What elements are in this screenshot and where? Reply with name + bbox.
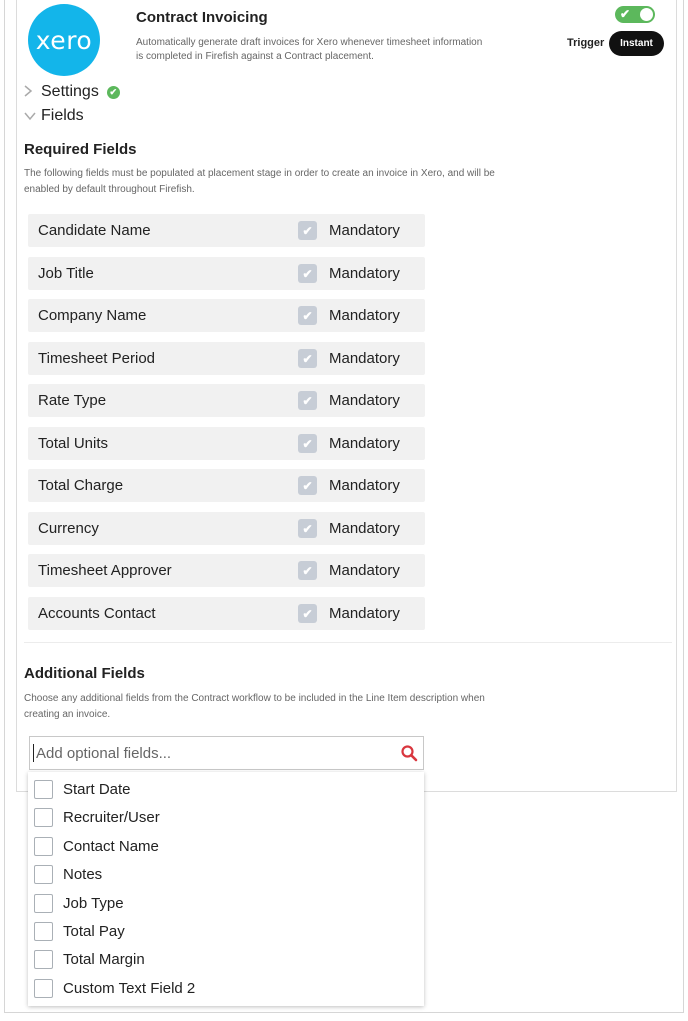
required-field-row: [28, 342, 425, 375]
mandatory-checkbox: ✔: [298, 264, 317, 283]
mandatory-label: Mandatory: [329, 520, 400, 537]
required-field-name: Timesheet Approver: [38, 562, 172, 579]
required-fields-title: Required Fields: [24, 141, 137, 158]
mandatory-label: Mandatory: [329, 350, 400, 367]
required-field-name: Rate Type: [38, 392, 107, 409]
required-field-row: [28, 299, 425, 332]
required-field-row: [28, 384, 425, 417]
option-checkbox[interactable]: [34, 894, 53, 913]
mandatory-label: Mandatory: [329, 307, 400, 324]
optional-field-option[interactable]: [28, 945, 424, 973]
required-field-row: [28, 554, 425, 587]
section-divider: [24, 642, 672, 643]
mandatory-checkbox: ✔: [298, 476, 317, 495]
required-field-name: Accounts Contact: [38, 605, 156, 622]
optional-field-option[interactable]: [28, 917, 424, 945]
option-label: Custom Text Field 2: [63, 979, 196, 997]
required-field-row: [28, 597, 425, 630]
option-label: Total Pay: [63, 922, 125, 940]
optional-field-option[interactable]: [28, 974, 424, 1002]
optional-field-option[interactable]: [28, 860, 424, 888]
mandatory-checkbox: ✔: [298, 519, 317, 538]
option-checkbox[interactable]: [34, 837, 53, 856]
option-checkbox[interactable]: [34, 780, 53, 799]
mandatory-checkbox: ✔: [298, 349, 317, 368]
required-field-name: Total Charge: [38, 477, 124, 494]
mandatory-label: Mandatory: [329, 265, 400, 282]
fields-toggle[interactable]: [23, 107, 84, 125]
required-field-name: Timesheet Period: [38, 350, 155, 367]
required-field-row: [28, 214, 425, 247]
option-label: Recruiter/User: [63, 808, 160, 826]
xero-logo: [28, 4, 100, 76]
required-fields-description: The following fields must be populated at placement stage in order to create an invoice in Xero, and will be enabled by default throughout Firefish.: [24, 168, 495, 195]
required-field-row: [28, 512, 425, 545]
xero-logo-text: xero: [35, 25, 93, 55]
required-field-row: [28, 257, 425, 290]
option-checkbox[interactable]: [34, 922, 53, 941]
option-label: Notes: [63, 865, 103, 883]
mandatory-checkbox: ✔: [298, 434, 317, 453]
check-circle-icon: ✔: [107, 86, 120, 99]
optional-field-option[interactable]: [28, 803, 424, 831]
settings-toggle[interactable]: [23, 83, 120, 101]
option-label: Job Type: [63, 894, 124, 912]
required-field-name: Total Units: [38, 435, 109, 452]
additional-fields-title: Additional Fields: [24, 665, 145, 682]
mandatory-checkbox: ✔: [298, 306, 317, 325]
required-field-name: Currency: [38, 520, 99, 537]
mandatory-checkbox: ✔: [298, 221, 317, 240]
required-field-name: Company Name: [38, 307, 147, 324]
integration-description: Automatically generate draft invoices for Xero whenever timesheet information is completed in Firefish against a Contract placement.: [136, 37, 483, 62]
search-icon[interactable]: [400, 744, 418, 762]
settings-label: Settings: [41, 83, 99, 100]
check-icon: ✔: [620, 7, 631, 21]
mandatory-checkbox: ✔: [298, 391, 317, 410]
trigger-label: Trigger: [567, 37, 605, 49]
trigger-mode-button[interactable]: Instant: [609, 31, 664, 56]
mandatory-label: Mandatory: [329, 435, 400, 452]
option-label: Contact Name: [63, 837, 159, 855]
option-checkbox[interactable]: [34, 979, 53, 998]
required-field-row: [28, 427, 425, 460]
required-field-name: Candidate Name: [38, 222, 151, 239]
mandatory-label: Mandatory: [329, 477, 400, 494]
optional-field-option[interactable]: [28, 775, 424, 803]
chevron-down-icon: [23, 108, 39, 124]
integration-title: Contract Invoicing: [136, 9, 268, 26]
optional-fields-search[interactable]: [29, 736, 424, 770]
option-checkbox[interactable]: [34, 808, 53, 827]
mandatory-checkbox: ✔: [298, 561, 317, 580]
enable-toggle[interactable]: [615, 6, 655, 23]
optional-fields-dropdown: [28, 772, 424, 1006]
mandatory-label: Mandatory: [329, 392, 400, 409]
fields-label: Fields: [41, 107, 84, 124]
toggle-knob: [640, 8, 653, 21]
required-field-row: [28, 469, 425, 502]
chevron-right-icon: [23, 84, 39, 101]
optional-field-option[interactable]: [28, 832, 424, 860]
mandatory-label: Mandatory: [329, 605, 400, 622]
option-checkbox[interactable]: [34, 950, 53, 969]
mandatory-label: Mandatory: [329, 562, 400, 579]
mandatory-checkbox: ✔: [298, 604, 317, 623]
option-label: Total Margin: [63, 950, 145, 968]
optional-field-option[interactable]: [28, 889, 424, 917]
option-label: Start Date: [63, 780, 131, 798]
required-field-name: Job Title: [38, 265, 94, 282]
mandatory-label: Mandatory: [329, 222, 400, 239]
search-input[interactable]: [34, 738, 384, 768]
option-checkbox[interactable]: [34, 865, 53, 884]
additional-fields-description: Choose any additional fields from the Contract workflow to be included in the Line Item description when creating an invoice.: [24, 693, 485, 720]
